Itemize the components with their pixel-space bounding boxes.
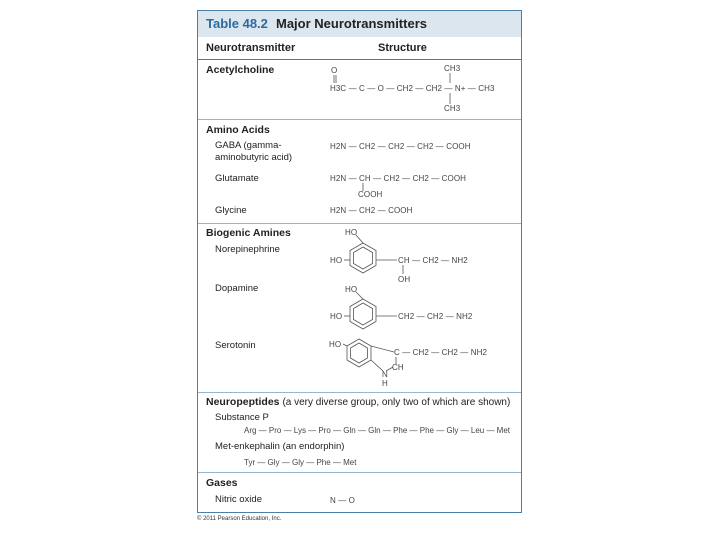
neuropeptides-note: (a very diverse group, only two of which are shown) (282, 397, 511, 408)
dopamine-ho-left: HO (330, 312, 343, 321)
acetylcholine-o: O (331, 66, 338, 75)
acetylcholine-name: Acetylcholine (206, 64, 275, 76)
gaba-formula: H2N — CH2 — CH2 — CH2 — COOH (330, 142, 471, 151)
gases-heading: Gases (206, 477, 238, 489)
table-title: Major Neurotransmitters (276, 16, 427, 31)
glutamate-name: Glutamate (215, 173, 259, 184)
substance-p-sequence: Arg — Pro — Lys — Pro — Gln — Gln — Phe — Phe — Gly — Leu — Met (244, 426, 511, 435)
norepinephrine-ho-left: HO (330, 256, 343, 265)
copyright-notice: © 2011 Pearson Education, Inc. (197, 516, 282, 522)
norepinephrine-oh: OH (398, 275, 411, 284)
substance-p-name: Substance P (215, 412, 269, 423)
structure-drawings (198, 11, 521, 512)
serotonin-n: N (382, 370, 388, 379)
serotonin-h: H (382, 379, 388, 388)
dopamine-chain: CH2 — CH2 — NH2 (398, 312, 473, 321)
column-header-neurotransmitter: Neurotransmitter (206, 42, 296, 54)
serotonin-name: Serotonin (215, 340, 256, 351)
dopamine-ho-top: HO (345, 285, 358, 294)
glycine-name: Glycine (215, 205, 247, 216)
glycine-formula: H2N — CH2 — COOH (330, 206, 413, 215)
acetylcholine-formula: H3C — C — O — CH2 — CH2 — N+ — CH3 (330, 84, 495, 93)
nitric-oxide-formula: N — O (330, 496, 355, 505)
met-enkephalin-name: Met-enkephalin (an endorphin) (215, 441, 345, 452)
gaba-name: GABA (gamma-aminobutyric acid) (215, 140, 293, 163)
glutamate-formula: H2N — CH — CH2 — CH2 — COOH (330, 174, 467, 183)
glutamate-cooh-branch: COOH (358, 190, 383, 199)
amino-acids-heading: Amino Acids (206, 124, 270, 136)
acetylcholine-ch3-top: CH3 (444, 64, 461, 73)
neuropeptides-title: Neuropeptides (206, 396, 280, 408)
neurotransmitter-table (197, 10, 522, 513)
norepinephrine-ho-top: HO (345, 228, 358, 237)
biogenic-amines-heading: Biogenic Amines (206, 227, 291, 239)
norepinephrine-name: Norepinephrine (215, 244, 280, 255)
norepinephrine-chain: CH — CH2 — NH2 (398, 256, 468, 265)
serotonin-chain: C — CH2 — CH2 — NH2 (394, 348, 488, 357)
serotonin-ch: CH (392, 363, 404, 372)
table-number: Table 48.2 (206, 16, 268, 31)
dopamine-name: Dopamine (215, 283, 259, 294)
serotonin-ho: HO (329, 340, 342, 349)
column-header-structure: Structure (378, 42, 427, 54)
nitric-oxide-name: Nitric oxide (215, 494, 262, 505)
met-enkephalin-sequence: Tyr — Gly — Gly — Phe — Met (244, 458, 357, 467)
acetylcholine-ch3-bottom: CH3 (444, 104, 461, 113)
